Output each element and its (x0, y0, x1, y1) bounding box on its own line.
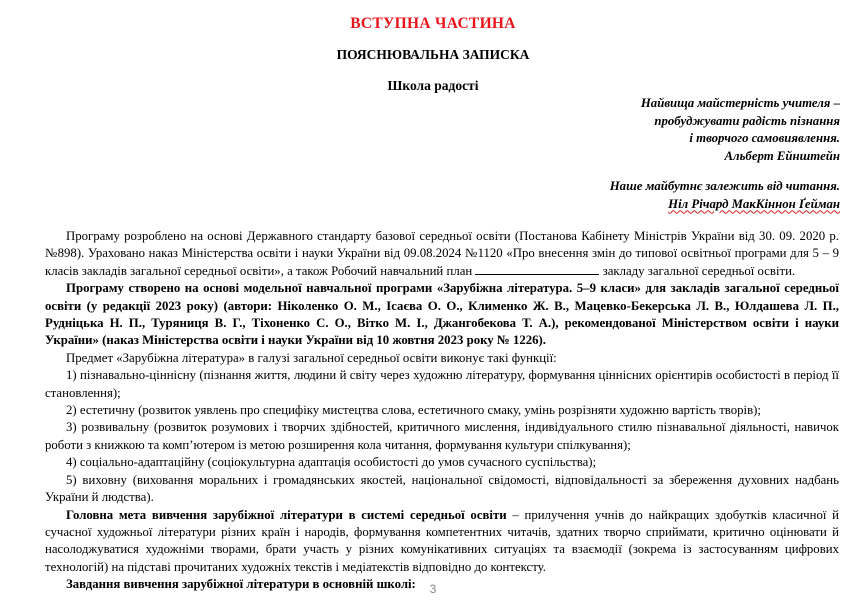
epigraph-author: Ніл Річард МакКіннон Ґейман (668, 196, 840, 211)
school-name: Школа радості (387, 78, 479, 93)
function-item: 1) пізнавально-ціннісну (пізнання життя, людини й світу через художню літературу, формування ціннісних орієнтирів особистості в період її становлення); (45, 368, 839, 400)
epigraph-line: Наше майбутнє залежить від читання. (609, 179, 840, 193)
paragraph-functions-intro: Предмет «Зарубіжна література» в галузі загальної середньої освіти виконує такі функції: (66, 350, 557, 365)
blank-field (475, 263, 599, 275)
function-item: 2) естетичну (розвиток уявлень про специфіку мистецтва слова, естетичного смаку, умінь розрізняти художню вартість творів); (66, 403, 761, 418)
function-item: 4) соціально-адаптаційну (соціокультурна адаптація особистості до умов сучасного суспільства); (66, 455, 597, 470)
epigraph-author: Альберт Ейнштейн (724, 148, 840, 163)
function-item: 3) розвивальну (розвиток розумових і творчих здібностей, критичного мислення, індивідуального стилю пізнавальної діяльності, навичок роботи з книжкою та комп’ютером із метою розширення кола читання, формування культури спілкування); (45, 420, 839, 452)
paragraph-main-goal: Головна мета вивчення зарубіжної літератури в системі середньої освіти – прилучення учнів до найкращих здобутків класичної й сучасної художньої літератури різних країн і народів, формування компетентних читачів, здатних творчо сприймати, критично оцінювати й насолоджуватися художніми творами, брати участь у різних комунікативних ситуаціях та взаємодії (зокрема із застосуванням цифрових технологій) на підставі прочитаних художніх текстів і медіатекстів відповідно до контексту. (45, 507, 840, 574)
paragraph-tasks-heading: Завдання вивчення зарубіжної літератури в основній школі: (66, 577, 416, 592)
document-body (45, 228, 839, 594)
document-subtitle: ПОЯСНЮВАЛЬНА ЗАПИСКА (336, 47, 530, 62)
epigraph-line: Найвища майстерність учителя – (640, 96, 840, 110)
page-number: 3 (429, 582, 437, 596)
function-item: 5) виховну (виховання моральних і громадянських якостей, національної свідомості, відповідальності за збереження духовних надбань України й людства). (45, 472, 839, 505)
epigraph-gaiman (610, 178, 840, 213)
paragraph-basis: Програму розроблено на основі Державного стандарту базової середньої освіти (Постанова Кабінету Міністрів України від 30. 09. 2020 р. №898). Ураховано наказ Міністерства освіти і науки України від 09.08.2024 №1120 «Про внесення змін до типової освітньої програми для 5 – 9 класів закладів загальної середньої освіти», а також Робочий навчальний план закладу загальної середньої освіти. (45, 229, 839, 278)
epigraph-line: пробуджувати радість пізнання (654, 113, 840, 128)
paragraph-model-program: Програму створено на основі модельної навчальної програми «Зарубіжна література. 5–9 класи» для закладів загальної середньої освіти (у редакції 2023 року) (автори: Ніколенко О. М., Ісаєва О. О., Клименко Ж. В., Мацевко-Бекерська Л. В., Юлдашева Л. П., Рудніцька Н. П., Туряниця В. Г., Тіхоненко С. О., Вітко М. І., Джангобекова Т. А.), рекомендованої Міністерством освіти і науки України» (наказ Міністерства освіти і науки України від 10 жовтня 2023 року № 1226). (45, 281, 839, 348)
epigraph-line: і творчого самовиявлення. (689, 131, 840, 145)
epigraph-einstein (641, 95, 840, 165)
section-title: ВСТУПНА ЧАСТИНА (350, 15, 516, 32)
